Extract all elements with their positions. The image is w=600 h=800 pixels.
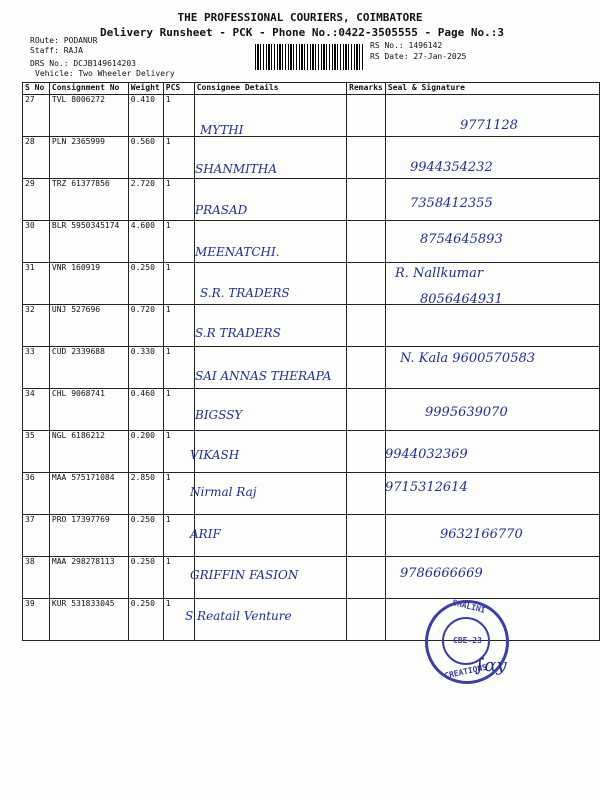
cell-sno: 33	[23, 347, 50, 389]
cell-weight: 0.330	[128, 347, 163, 389]
cell-sno: 34	[23, 389, 50, 431]
recipient-signature: N. Kala 9600570583	[400, 351, 536, 366]
col-sno: S No	[23, 83, 50, 95]
route: ROute: PODANUR	[30, 36, 98, 45]
cell-pcs: 1	[163, 431, 194, 473]
cell-pcs: 1	[163, 221, 194, 263]
cell-remarks	[347, 179, 386, 221]
recipient-signature: 9944032369	[385, 447, 468, 462]
cell-pcs: 1	[163, 389, 194, 431]
consignee-name: S.R. TRADERS	[200, 286, 290, 300]
seal-center-text: CBE-23	[453, 636, 482, 645]
consignee-name: VIKASH	[190, 448, 240, 462]
recipient-signature: 9786666669	[400, 566, 483, 581]
cell-remarks	[347, 431, 386, 473]
consignee-name: ARIF	[190, 527, 221, 541]
cell-consignment: PLN 2365999	[49, 137, 128, 179]
rs-date: RS Date: 27-Jan-2025	[370, 52, 467, 61]
cell-consignment: TVL 8006272	[49, 95, 128, 137]
cell-sno: 30	[23, 221, 50, 263]
cell-consignment: TRZ 61377856	[49, 179, 128, 221]
consignee-name: Nirmal Raj	[190, 485, 257, 499]
consignee-name: GRIFFIN FASION	[190, 568, 299, 582]
consignee-name: MEENATCHI.	[195, 245, 280, 259]
table-row	[23, 557, 600, 599]
cell-pcs: 1	[163, 263, 194, 305]
cell-consignment: CHL 9068741	[49, 389, 128, 431]
vehicle: Vehicle: Two Wheeler Delivery	[35, 69, 175, 78]
cell-remarks	[347, 389, 386, 431]
table-row	[23, 263, 600, 305]
recipient-signature: 9715312614	[385, 480, 468, 495]
cell-remarks	[347, 473, 386, 515]
cell-sno: 28	[23, 137, 50, 179]
cell-weight: 2.850	[128, 473, 163, 515]
recipient-signature: 9944354232	[410, 160, 493, 175]
cell-remarks	[347, 263, 386, 305]
rs-no: RS No.: 1496142	[370, 41, 443, 50]
recipient-signature: 9771128	[460, 118, 518, 133]
cell-sno: 37	[23, 515, 50, 557]
cell-sno: 32	[23, 305, 50, 347]
cell-sno: 27	[23, 95, 50, 137]
cell-remarks	[347, 221, 386, 263]
consignee-name: S.R TRADERS	[195, 326, 281, 340]
cell-pcs: 1	[163, 137, 194, 179]
cell-sno: 39	[23, 599, 50, 641]
cell-consignment: BLR 5950345174	[49, 221, 128, 263]
col-signature: Seal & Signature	[385, 83, 599, 95]
table-row	[23, 599, 600, 641]
table-row	[23, 137, 600, 179]
recipient-signature: 9632166770	[440, 527, 523, 542]
col-consignee: Consignee Details	[194, 83, 346, 95]
consignee-name: S Reatail Venture	[185, 609, 292, 623]
cell-pcs: 1	[163, 557, 194, 599]
staff: Staff: RAJA	[30, 46, 83, 55]
cell-consignment: KUR 531833045	[49, 599, 128, 641]
cell-sno: 29	[23, 179, 50, 221]
col-weight: Weight	[128, 83, 163, 95]
cell-pcs: 1	[163, 305, 194, 347]
cell-sno: 36	[23, 473, 50, 515]
table-row	[23, 389, 600, 431]
recipient-signature: 8754645893	[420, 232, 503, 247]
cell-consignment: MAA 298278113	[49, 557, 128, 599]
cell-sno: 31	[23, 263, 50, 305]
cell-consignment: VNR 160919	[49, 263, 128, 305]
cell-remarks	[347, 305, 386, 347]
cell-consignment: NGL 6186212	[49, 431, 128, 473]
final-signature: ∫αy	[475, 655, 507, 676]
recipient-signature: 8056464931	[420, 292, 503, 307]
cell-consignment: PRO 17397769	[49, 515, 128, 557]
cell-remarks	[347, 599, 386, 641]
cell-sno: 38	[23, 557, 50, 599]
drs-no: DRS No.: DCJB149614203	[30, 59, 136, 68]
recipient-signature: 7358412355	[410, 196, 493, 211]
cell-consignment: CUD 2339688	[49, 347, 128, 389]
cell-weight: 0.720	[128, 305, 163, 347]
seal-top-text: SHALINI	[451, 598, 487, 615]
cell-remarks	[347, 137, 386, 179]
cell-pcs: 1	[163, 95, 194, 137]
recipient-signature: 9995639070	[425, 405, 508, 420]
cell-weight: 0.250	[128, 557, 163, 599]
col-consignment: Consignment No	[49, 83, 128, 95]
consignee-name: SHANMITHA	[195, 162, 278, 176]
cell-pcs: 1	[163, 473, 194, 515]
cell-remarks	[347, 347, 386, 389]
cell-pcs: 1	[163, 515, 194, 557]
table-row	[23, 179, 600, 221]
seal-bottom-text: CREATIONS	[443, 662, 488, 681]
table-header	[23, 83, 600, 95]
runsheet-title: Delivery Runsheet - PCK - Phone No.:0422-3505555 - Page No.:3	[100, 26, 504, 39]
cell-remarks	[347, 557, 386, 599]
recipient-signature: R. Nallkumar	[395, 266, 484, 281]
col-remarks: Remarks	[347, 83, 386, 95]
cell-weight: 0.200	[128, 431, 163, 473]
cell-weight: 0.250	[128, 599, 163, 641]
cell-pcs: 1	[163, 599, 194, 641]
cell-signature	[385, 305, 599, 347]
barcode	[255, 44, 365, 70]
cell-remarks	[347, 515, 386, 557]
cell-consignment: UNJ 527696	[49, 305, 128, 347]
cell-sno: 35	[23, 431, 50, 473]
table-row	[23, 221, 600, 263]
company-name: THE PROFESSIONAL COURIERS, COIMBATORE	[177, 11, 423, 24]
cell-weight: 0.410	[128, 95, 163, 137]
cell-pcs: 1	[163, 179, 194, 221]
consignee-name: SAI ANNAS THERAPA	[195, 369, 332, 383]
cell-weight: 4.600	[128, 221, 163, 263]
consignee-name: PRASAD	[195, 203, 248, 217]
table-row	[23, 305, 600, 347]
cell-remarks	[347, 95, 386, 137]
cell-consignment: MAA 575171084	[49, 473, 128, 515]
consignee-name: BIGSSY	[195, 408, 243, 422]
cell-pcs: 1	[163, 347, 194, 389]
cell-weight: 0.560	[128, 137, 163, 179]
cell-weight: 2.720	[128, 179, 163, 221]
cell-weight: 0.250	[128, 263, 163, 305]
cell-weight: 0.250	[128, 515, 163, 557]
table-row	[23, 473, 600, 515]
cell-weight: 0.460	[128, 389, 163, 431]
table-row	[23, 431, 600, 473]
col-pcs: PCS	[163, 83, 194, 95]
consignee-name: MYTHI	[200, 123, 244, 137]
